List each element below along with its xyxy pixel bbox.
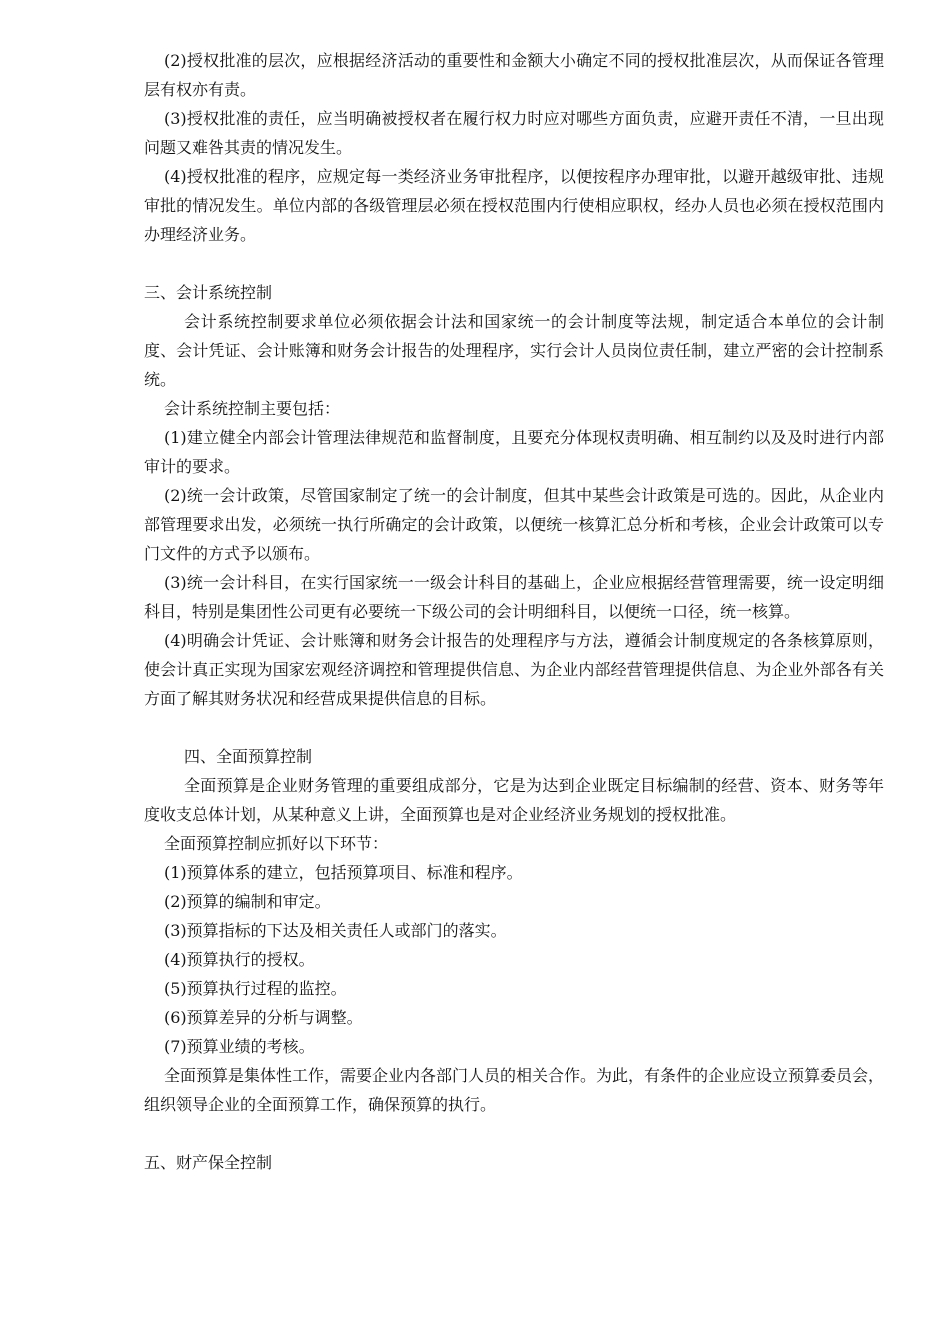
section-heading-asset-protection: 五、财产保全控制 bbox=[144, 1153, 273, 1172]
paragraph-authorization-level: (2)授权批准的层次，应根据经济活动的重要性和金额大小确定不同的授权批准层次，从而保证各管理层有权亦有责。 bbox=[144, 51, 884, 99]
section-spacer bbox=[144, 249, 884, 278]
paragraph-authorization-procedure: (4)授权批准的程序，应规定每一类经济业务审批程序，以便按程序办理审批，以避开越级审批、违规审批的情况发生。单位内部的各级管理层必须在授权范围内行使相应职权，经办人员也必须在授权范围内办理经济业务。 bbox=[144, 167, 884, 244]
list-item-budget-1: (1)预算体系的建立，包括预算项目、标准和程序。 bbox=[164, 863, 523, 882]
section-spacer bbox=[144, 713, 884, 742]
list-item-budget-5: (5)预算执行过程的监控。 bbox=[164, 979, 347, 998]
paragraph-budget-closing: 全面预算是集体性工作，需要企业内各部门人员的相关合作。为此，有条件的企业应设立预算委员会，组织领导企业的全面预算工作，确保预算的执行。 bbox=[144, 1066, 885, 1114]
paragraph-budget-lead: 全面预算控制应抓好以下环节： bbox=[164, 834, 389, 853]
paragraph-authorization-responsibility: (3)授权批准的责任，应当明确被授权者在履行权力时应对哪些方面负责，应避开责任不清，一旦出现问题又难咎其责的情况发生。 bbox=[144, 109, 884, 157]
paragraph-budget-intro: 全面预算是企业财务管理的重要组成部分，它是为达到企业既定目标编制的经营、资本、财务等年度收支总体计划，从某种意义上讲，全面预算也是对企业经济业务规划的授权批准。 bbox=[144, 776, 884, 824]
list-item-accounting-4: (4)明确会计凭证、会计账簿和财务会计报告的处理程序与方法，遵循会计制度规定的各条核算原则，使会计真正实现为国家宏观经济调控和管理提供信息、为企业内部经营管理提供信息、为企业外部各有关方面了解其财务状况和经营成果提供信息的目标。 bbox=[144, 631, 884, 708]
document-page bbox=[144, 46, 884, 1177]
list-item-budget-6: (6)预算差异的分析与调整。 bbox=[164, 1008, 363, 1027]
list-item-budget-4: (4)预算执行的授权。 bbox=[164, 950, 315, 969]
list-item-budget-2: (2)预算的编制和审定。 bbox=[164, 892, 331, 911]
paragraph-accounting-intro: 会计系统控制要求单位必须依据会计法和国家统一的会计制度等法规，制定适合本单位的会计制度、会计凭证、会计账簿和财务会计报告的处理程序，实行会计人员岗位责任制，建立严密的会计控制系统。 bbox=[144, 312, 884, 389]
list-item-accounting-3: (3)统一会计科目，在实行国家统一一级会计科目的基础上，企业应根据经营管理需要，统一设定明细科目，特别是集团性公司更有必要统一下级公司的会计明细科目，以便统一口径，统一核算。 bbox=[144, 573, 884, 621]
list-item-accounting-1: (1)建立健全内部会计管理法律规范和监督制度，且要充分体现权责明确、相互制约以及及时进行内部审计的要求。 bbox=[144, 428, 884, 476]
section-heading-accounting-system: 三、会计系统控制 bbox=[144, 283, 273, 302]
list-item-budget-7: (7)预算业绩的考核。 bbox=[164, 1037, 315, 1056]
list-item-budget-3: (3)预算指标的下达及相关责任人或部门的落实。 bbox=[164, 921, 507, 940]
list-item-accounting-2: (2)统一会计政策，尽管国家制定了统一的会计制度，但其中某些会计政策是可选的。因此，从企业内部管理要求出发，必须统一执行所确定的会计政策，以便统一核算汇总分析和考核，企业会计政策可以专门文件的方式予以颁布。 bbox=[144, 486, 884, 563]
section-spacer bbox=[144, 1119, 884, 1148]
section-heading-budget-control: 四、全面预算控制 bbox=[184, 747, 313, 766]
paragraph-accounting-lead: 会计系统控制主要包括： bbox=[164, 399, 341, 418]
